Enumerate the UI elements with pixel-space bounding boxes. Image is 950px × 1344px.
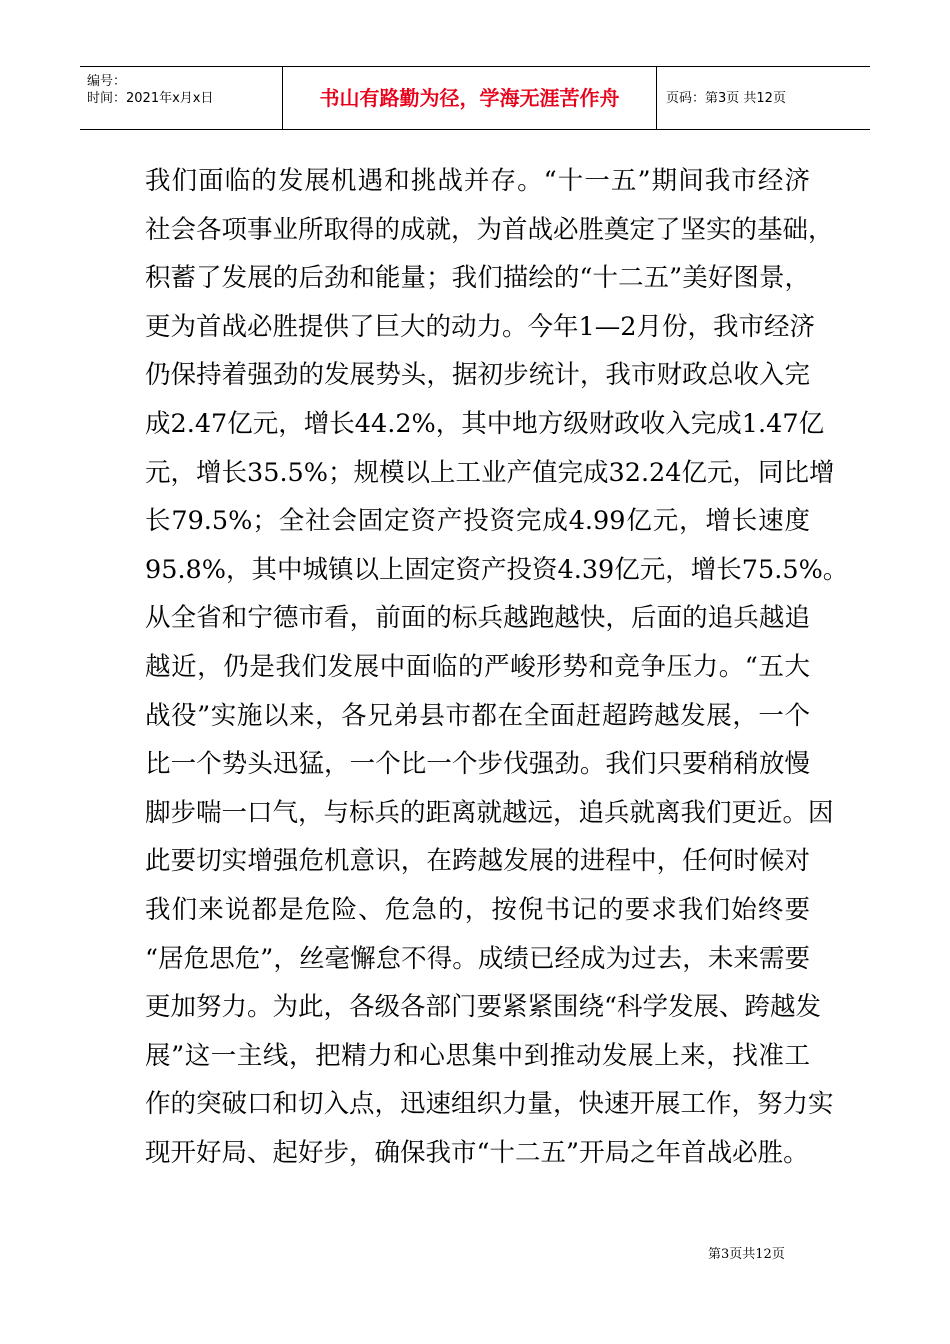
body-text: [145, 163, 849, 1183]
header-page-cell: [657, 67, 870, 129]
paragraph-line: 脚步喘一口气，与标兵的距离就越远，追兵就离我们更近。因: [145, 797, 834, 828]
header-page-code: 页码：第3页 共12页: [666, 91, 786, 106]
serial-label: 编号：: [87, 74, 127, 89]
date-line: 时间：2021年x月x日: [87, 91, 214, 106]
paragraph-line: 更加努力。为此，各级各部门要紧紧围绕“科学发展、跨越发: [145, 992, 822, 1023]
header-meta-cell: [80, 67, 283, 129]
paragraph-line: 成2.47亿元，增长44.2%，其中地方级财政收入完成1.47亿: [145, 408, 825, 439]
footer-page-number: 第3页共12页: [708, 1247, 785, 1262]
paragraph-line: 此要切实增强危机意识，在跨越发展的进程中，任何时候对: [145, 846, 810, 877]
paragraph-line: 从全省和宁德市看，前面的标兵越跑越快，后面的追兵越追: [145, 603, 810, 634]
header-motto-cell: [283, 67, 657, 129]
paragraph-line: 社会各项事业所取得的成就，为首战必胜奠定了坚实的基础，: [145, 214, 834, 245]
paragraph-line: 现开好局、起好步，确保我市“十二五”开局之年首战必胜。: [145, 1137, 809, 1168]
paragraph-line: 作的突破口和切入点，迅速组织力量，快速开展工作，努力实: [145, 1089, 834, 1120]
page-header: [80, 66, 870, 130]
paragraph-line: 更为首战必胜提供了巨大的动力。今年1—2月份，我市经济: [145, 311, 815, 342]
paragraph-line: 我们面临的发展机遇和挑战并存。“十一五”期间我市经济: [145, 166, 810, 196]
paragraph-line: 比一个势头迅猛，一个比一个步伐强劲。我们只要稍稍放慢: [145, 749, 810, 780]
paragraph-line: 95.8%，其中城镇以上固定资产投资4.39亿元，增长75.5%。: [145, 554, 849, 585]
paragraph-line: 元，增长35.5%；规模以上工业产值完成32.24亿元，同比增: [145, 457, 835, 488]
paragraph-line: 仍保持着强劲的发展势头，据初步统计，我市财政总收入完: [145, 360, 810, 391]
paragraph-line: 积蓄了发展的后劲和能量；我们描绘的“十二五”美好图景，: [145, 263, 810, 294]
paragraph-line: 长79.5%；全社会固定资产投资完成4.99亿元，增长速度: [145, 506, 810, 537]
paragraph-line: 战役”实施以来，各兄弟县市都在全面赶超跨越发展，一个: [145, 700, 810, 731]
paragraph-line: 展”这一主线，把精力和心思集中到推动发展上来，找准工: [145, 1040, 810, 1071]
paragraph-line: “居危思危”，丝毫懈怠不得。成绩已经成为过去，未来需要: [145, 943, 810, 974]
paragraph-line: 我们来说都是危险、危急的，按倪书记的要求我们始终要: [145, 894, 810, 925]
motto-text: 书山有路勤为径，学海无涯苦作舟: [319, 86, 620, 110]
paragraph-line: 越近，仍是我们发展中面临的严峻形势和竞争压力。“五大: [145, 651, 810, 682]
